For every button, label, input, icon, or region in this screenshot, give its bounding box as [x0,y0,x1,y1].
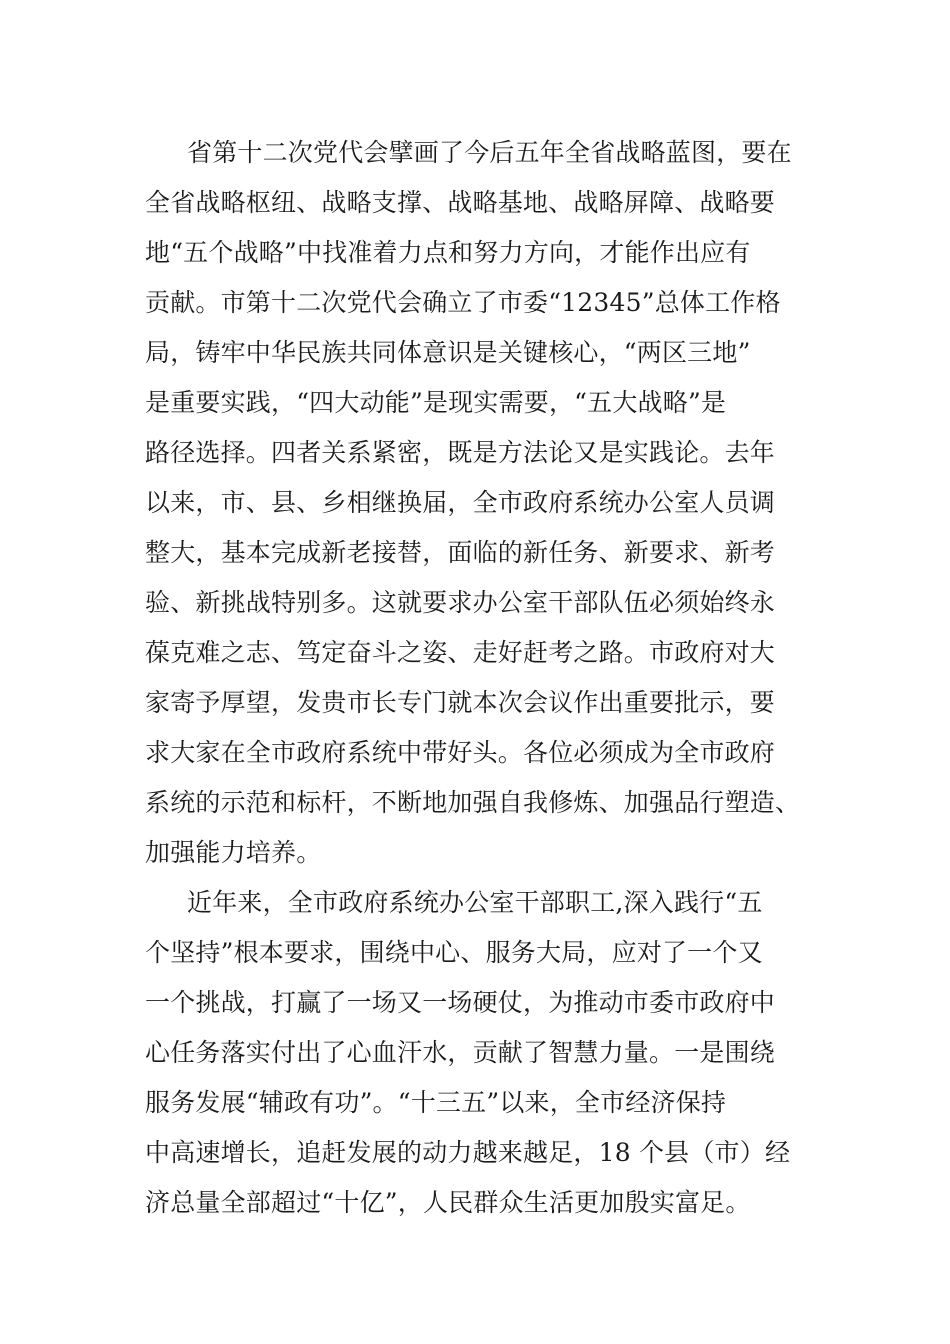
text-line: 心任务落实付出了心血汗水，贡献了智慧力量。一是围绕 [145,1038,776,1067]
text-line: 局，铸牢中华民族共同体意识是关键核心，“两区三地” [145,338,751,367]
text-line: 个坚持”根本要求，围绕中心、服务大局，应对了一个又 [145,938,763,967]
text-line: 中高速增长，追赶发展的动力越来越足，18 个县（市）经 [145,1138,791,1167]
text-line: 贡献。市第十二次党代会确立了市委“12345”总体工作格 [145,288,781,317]
text-line: 路径选择。四者关系紧密，既是方法论又是实践论。去年 [145,438,776,467]
text-line: 葆克难之志、笃定奋斗之姿、走好赶考之路。市政府对大 [145,638,776,667]
text-line: 一个挑战，打赢了一场又一场硬仗，为推动市委市政府中 [145,988,776,1017]
text-line: 是重要实践，“四大动能”是现实需要，“五大战略”是 [145,388,727,417]
text-line: 以来，市、县、乡相继换届，全市政府系统办公室人员调 [145,488,776,517]
text-line: 系统的示范和标杆，不断地加强自我修炼、加强品行塑造、 [145,788,801,817]
text-line: 验、新挑战特别多。这就要求办公室干部队伍必须始终永 [145,588,776,617]
text-line: 求大家在全市政府系统中带好头。各位必须成为全市政府 [145,738,776,767]
text-line: 近年来，全市政府系统办公室干部职工,深入践行“五 [187,888,763,917]
text-line: 服务发展“辅政有功”。“十三五”以来，全市经济保持 [145,1088,727,1117]
text-line: 地“五个战略”中找准着力点和努力方向，才能作出应有 [145,238,751,267]
text-line: 整大，基本完成新老接替，面临的新任务、新要求、新考 [145,538,776,567]
text-line: 全省战略枢纽、战略支撑、战略基地、战略屏障、战略要 [145,188,776,217]
text-line: 省第十二次党代会擘画了今后五年全省战略蓝图，要在 [187,138,792,167]
text-line: 加强能力培养。 [145,838,322,867]
text-line: 济总量全部超过“十亿”，人民群众生活更加殷实富足。 [145,1188,751,1217]
text-line: 家寄予厚望，发贵市长专门就本次会议作出重要批示，要 [145,688,776,717]
